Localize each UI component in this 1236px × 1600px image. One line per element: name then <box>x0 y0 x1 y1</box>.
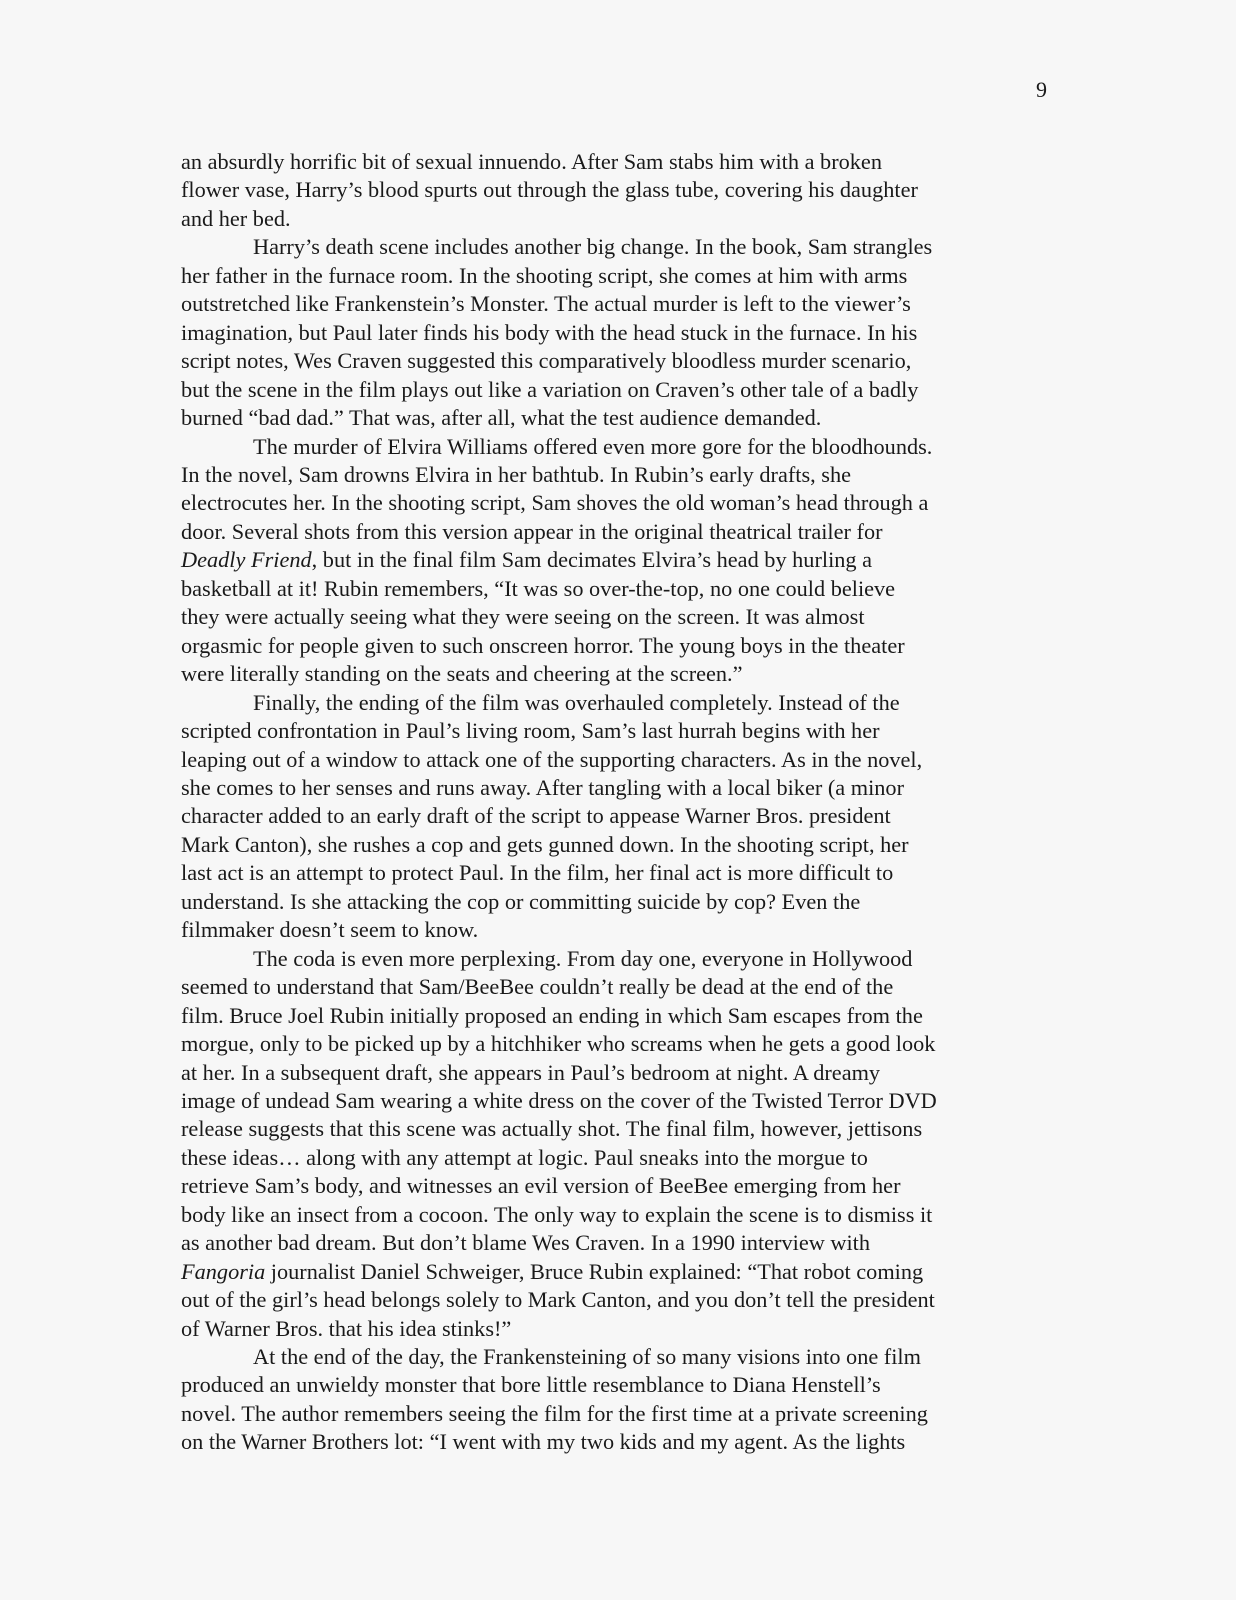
text-line-content: these ideas… along with any attempt at logic. Paul sneaks into the morgue to <box>181 1144 868 1170</box>
text-line <box>181 802 1055 830</box>
text-line <box>181 1286 1055 1314</box>
text-line <box>181 1428 1055 1456</box>
text-line-content: The murder of Elvira Williams offered even more gore for the bloodhounds. <box>253 433 933 459</box>
text-line-content: at her. In a subsequent draft, she appears in Paul’s bedroom at night. A dreamy <box>181 1059 881 1085</box>
text-line-content: Mark Canton), she rushes a cop and gets gunned down. In the shooting script, her <box>181 831 909 857</box>
text-line-content: retrieve Sam’s body, and witnesses an evil version of BeeBee emerging from her <box>181 1173 901 1199</box>
text-line <box>181 518 1055 546</box>
text-line-content: but the scene in the film plays out like a variation on Craven’s other tale of a badly <box>181 376 919 402</box>
text-line <box>181 262 1055 290</box>
text-line <box>181 1371 1055 1399</box>
text-line <box>181 603 1055 631</box>
text-line-content: journalist Daniel Schweiger, Bruce Rubin explained: “That robot coming <box>265 1258 924 1284</box>
text-line-content: filmmaker doesn’t seem to know. <box>181 917 479 943</box>
text-line-content: body like an insect from a cocoon. The only way to explain the scene is to dismiss it <box>181 1201 933 1227</box>
text-line <box>181 205 1055 233</box>
text-line-content: flower vase, Harry’s blood spurts out through the glass tube, covering his daughter <box>181 177 918 203</box>
text-line <box>181 973 1055 1001</box>
text-line <box>181 1115 1055 1143</box>
text-line <box>181 546 1055 574</box>
text-line-content: understand. Is she attacking the cop or committing suicide by cop? Even the <box>181 888 861 914</box>
text-line <box>181 404 1055 432</box>
text-line-content: as another bad dream. But don’t blame Wes Craven. In a 1990 interview with <box>181 1230 871 1256</box>
text-line <box>181 461 1055 489</box>
text-line-content: Finally, the ending of the film was overhauled completely. Instead of the <box>253 689 900 715</box>
text-line-content: of Warner Bros. that his idea stinks!” <box>181 1315 512 1341</box>
text-line-content: orgasmic for people given to such onscreen horror. The young boys in the theater <box>181 632 905 658</box>
text-line <box>181 290 1055 318</box>
text-line-content: scripted confrontation in Paul’s living room, Sam’s last hurrah begins with her <box>181 718 880 744</box>
text-line-content: film. Bruce Joel Rubin initially proposed an ending in which Sam escapes from the <box>181 1002 923 1028</box>
text-line <box>181 660 1055 688</box>
text-line <box>181 1315 1055 1343</box>
text-line-content: novel. The author remembers seeing the film for the first time at a private screening <box>181 1400 928 1426</box>
text-line <box>181 1172 1055 1200</box>
text-line <box>181 916 1055 944</box>
text-line-content: image of undead Sam wearing a white dress on the cover of the Twisted Terror DVD <box>181 1087 937 1113</box>
text-line-content: leaping out of a window to attack one of the supporting characters. As in the novel, <box>181 746 923 772</box>
text-line <box>181 717 1055 745</box>
text-line <box>181 1144 1055 1172</box>
text-line-content: she comes to her senses and runs away. After tangling with a local biker (a minor <box>181 774 904 800</box>
text-line-content: morgue, only to be picked up by a hitchhiker who screams when he gets a good look <box>181 1031 936 1057</box>
text-line <box>181 1030 1055 1058</box>
text-line <box>181 1002 1055 1030</box>
text-line <box>181 859 1055 887</box>
text-line <box>181 888 1055 916</box>
text-line-content: At the end of the day, the Frankensteining of so many visions into one film <box>253 1344 921 1370</box>
text-line <box>181 176 1055 204</box>
italic-title: Fangoria <box>181 1258 266 1284</box>
text-line-content: outstretched like Frankenstein’s Monster. The actual murder is left to the viewer’s <box>181 291 911 317</box>
text-line-content: imagination, but Paul later finds his body with the head stuck in the furnace. In his <box>181 319 918 345</box>
text-line-content: on the Warner Brothers lot: “I went with my two kids and my agent. As the lights <box>181 1429 906 1455</box>
text-line <box>181 1229 1055 1257</box>
text-line <box>181 1201 1055 1229</box>
text-line <box>181 746 1055 774</box>
italic-title: Deadly Friend <box>181 547 312 573</box>
text-line <box>181 1400 1055 1428</box>
text-line <box>181 347 1055 375</box>
text-line <box>181 148 1055 176</box>
text-line <box>181 632 1055 660</box>
text-line-content: script notes, Wes Craven suggested this comparatively bloodless murder scenario, <box>181 348 912 374</box>
text-line <box>181 1059 1055 1087</box>
text-line-content: In the novel, Sam drowns Elvira in her bathtub. In Rubin’s early drafts, she <box>181 461 852 487</box>
text-line <box>181 1258 1055 1286</box>
text-line-content: out of the girl’s head belongs solely to Mark Canton, and you don’t tell the president <box>181 1287 935 1313</box>
text-line-content: they were actually seeing what they were seeing on the screen. It was almost <box>181 604 865 630</box>
text-line-content: last act is an attempt to protect Paul. In the film, her final act is more difficult to <box>181 860 894 886</box>
text-line-content: The coda is even more perplexing. From day one, everyone in Hollywood <box>253 945 913 971</box>
text-line <box>181 319 1055 347</box>
text-line <box>181 489 1055 517</box>
body-text <box>181 148 1055 1457</box>
text-line <box>181 689 1055 717</box>
text-line-content: burned “bad dad.” That was, after all, what the test audience demanded. <box>181 405 822 431</box>
text-line <box>181 1343 1055 1371</box>
text-line <box>181 575 1055 603</box>
text-line-content: release suggests that this scene was actually shot. The final film, however, jettisons <box>181 1116 923 1142</box>
text-line <box>181 831 1055 859</box>
text-line <box>181 233 1055 261</box>
text-line-content: an absurdly horrific bit of sexual innuendo. After Sam stabs him with a broken <box>181 149 882 174</box>
text-line-content: were literally standing on the seats and cheering at the screen.” <box>181 661 743 687</box>
text-line-content: her father in the furnace room. In the shooting script, she comes at him with arms <box>181 262 908 288</box>
text-line <box>181 774 1055 802</box>
text-line <box>181 1087 1055 1115</box>
text-line-content: door. Several shots from this version appear in the original theatrical trailer for <box>181 518 883 544</box>
text-line-content: electrocutes her. In the shooting script, Sam shoves the old woman’s head through a <box>181 490 929 516</box>
page-number: 9 <box>1036 77 1047 102</box>
text-line <box>181 945 1055 973</box>
text-line-content: , but in the final film Sam decimates Elvira’s head by hurling a <box>311 547 873 573</box>
text-line-content: and her bed. <box>181 205 291 231</box>
text-line <box>181 376 1055 404</box>
text-line-content: character added to an early draft of the script to appease Warner Bros. president <box>181 803 891 829</box>
text-line <box>181 433 1055 461</box>
text-line-content: Harry’s death scene includes another big change. In the book, Sam strangles <box>253 234 933 260</box>
text-line-content: seemed to understand that Sam/BeeBee couldn’t really be dead at the end of the <box>181 974 894 1000</box>
text-line-content: basketball at it! Rubin remembers, “It was so over-the-top, no one could believe <box>181 575 896 601</box>
text-line-content: produced an unwieldy monster that bore little resemblance to Diana Henstell’s <box>181 1372 881 1398</box>
